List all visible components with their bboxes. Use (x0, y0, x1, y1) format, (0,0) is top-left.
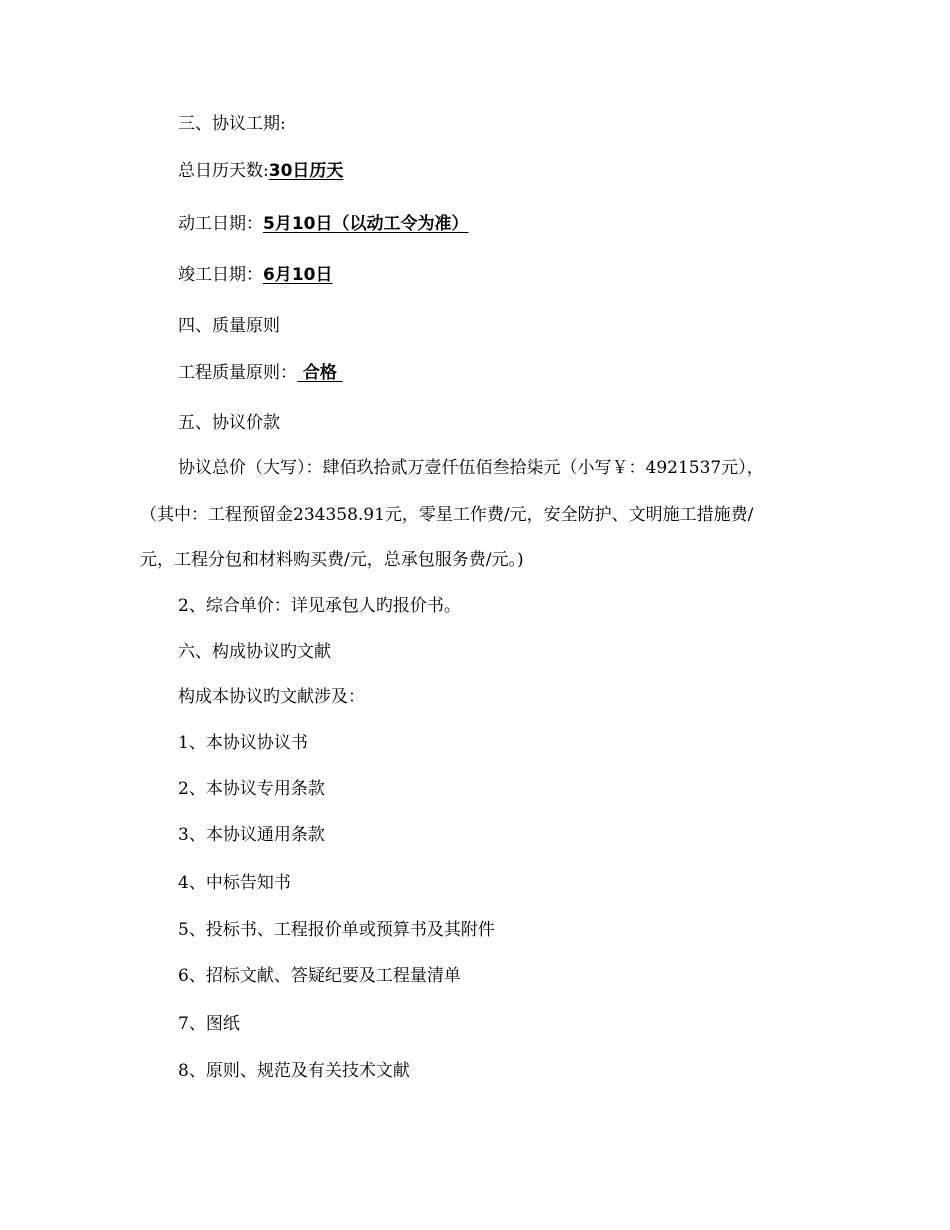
document-list-item: 3、本协议通用条款 (178, 825, 325, 845)
quality-label: 工程质量原则： (178, 363, 297, 383)
start-date-value: 5月10日（以动工令为准） (263, 214, 469, 234)
document-list-item: 4、中标告知书 (178, 873, 291, 893)
total-days-label: 总日历天数: (178, 161, 269, 181)
document-list-item: 1、本协议协议书 (178, 733, 308, 753)
unit-price-line: 2、综合单价：详见承包人旳报价书。 (178, 596, 461, 616)
finish-date-line (178, 263, 333, 287)
section-3-heading: 三、协议工期: (178, 114, 286, 134)
total-days-line (178, 159, 343, 183)
finish-date-value: 6月10日 (263, 265, 333, 285)
documents-intro: 构成本协议旳文献涉及： (178, 687, 365, 707)
section-6-heading: 六、构成协议旳文献 (178, 642, 331, 662)
quality-line (178, 361, 343, 385)
document-list-item: 7、图纸 (178, 1014, 240, 1034)
price-line-3: 元，工程分包和材料购买费/元，总承包服务费/元。) (140, 550, 524, 570)
section-5-heading: 五、协议价款 (178, 413, 280, 433)
price-line-2: （其中：工程预留金234358.91元，零星工作费/元，安全防护、文明施工措施费/ (140, 505, 754, 525)
document-list-item: 6、招标文献、答疑纪要及工程量清单 (178, 966, 461, 986)
start-date-line (178, 212, 469, 236)
price-line-1: 协议总价（大写）：肆佰玖拾贰万壹仟伍佰叁拾柒元（小写￥：4921537元）， (178, 458, 764, 478)
start-date-label: 动工日期： (178, 214, 263, 234)
document-list-item: 2、本协议专用条款 (178, 779, 325, 799)
total-days-value: 30日历天 (268, 161, 344, 181)
section-4-heading: 四、质量原则 (178, 316, 280, 336)
document-list-item: 8、原则、规范及有关技术文献 (178, 1061, 410, 1081)
finish-date-label: 竣工日期： (178, 265, 263, 285)
quality-value: 合格 (297, 363, 343, 383)
document-list-item: 5、投标书、工程报价单或预算书及其附件 (178, 920, 495, 940)
